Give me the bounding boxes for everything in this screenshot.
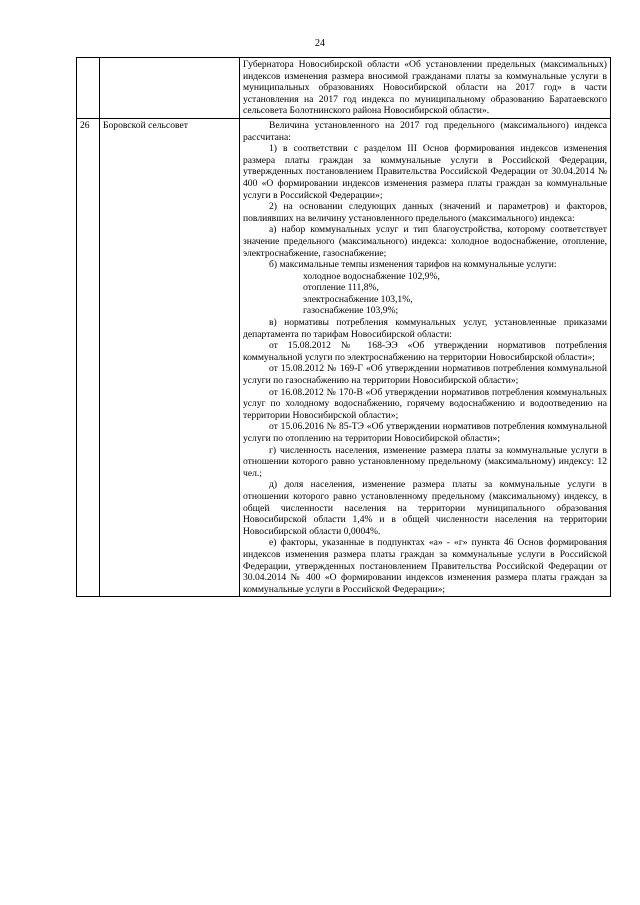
tariff-line: отопление 111,8%,	[303, 282, 379, 294]
document-table	[76, 57, 611, 597]
paragraph: 1) в соответствии с разделом III Основ формирования индексов изменения размера платы граждан за коммунальные услуги в Российской Федерации, утвержденных постановлением Правительства Российской Федерации от 30.04.2014 № 400 «О формировании индексов изменения размера платы граждан за коммунальные услуги в Российской Федерации»;	[243, 143, 607, 201]
paragraph: Губернатора Новосибирской области «Об установлении предельных (максимальных) индексов изменения размера вносимой гражданами платы за коммунальные услуги в муниципальных образованиях Новосибирской области на 2017 год» в части установления на 2017 год индекса по муниципальному образованию Баратаевского сельсовета Болотнинского района Новосибирской области».	[243, 59, 607, 117]
tariff-line: электроснабжение 103,1%,	[303, 293, 413, 305]
paragraph: а) набор коммунальных услуг и тип благоустройства, которому соответствует значение предельного (максимального) индекса: холодное водоснабжение, отопление, электроснабжение, газоснабжение;	[243, 224, 607, 259]
row-number-cell: 26	[77, 118, 100, 596]
paragraph: от 16.08.2012 № 170-В «Об утверждении нормативов потребления коммунальных услуг по холодному водоснабжению, горячему водоснабжению и водоотведению на территории Новосибирской области»;	[243, 386, 607, 421]
paragraph: от 15.06.2016 № 85-ТЭ «Об утверждении нормативов потребления коммунальной услуги по отоплению на территории Новосибирской области»;	[243, 421, 607, 444]
description-cell	[240, 58, 611, 119]
paragraph: д) доля населения, изменение размера платы за коммунальные услуги в отношении которого равно установленному предельному (максимальному) индексу, в общей численности населения на территории муниципального образования Новосибирской области 1,4% и в общей численности населения на территории Новосибирской области 0,0004%.	[243, 479, 607, 537]
tariff-line: газоснабжение 103,9%;	[303, 305, 399, 317]
municipality-cell: Боровской сельсовет	[100, 118, 240, 596]
municipality-cell	[100, 58, 240, 119]
page-number: 24	[315, 38, 325, 49]
paragraph: Величина установленного на 2017 год предельного (максимального) индекса рассчитана:	[243, 119, 607, 143]
tariff-line: холодное водоснабжение 102,9%,	[303, 270, 440, 282]
paragraph: г) численность населения, изменение размера платы за коммунальные услуги в отношении которого равно установленному предельному (максимальному) индексу: 12 чел.;	[243, 444, 607, 479]
table-row	[77, 58, 611, 119]
paragraph: б) максимальные темпы изменения тарифов на коммунальные услуги:	[269, 259, 557, 271]
paragraph: е) факторы, указанные в подпунктах «а» - «г» пункта 46 Основ формирования индексов изменения размера платы граждан за коммунальные услуги в Российской Федерации, утвержденных постановлением Правительства Российской Федерации от 30.04.2014 № 400 «О формировании индексов изменения размера платы граждан за коммунальные услуги в Российской Федерации»;	[243, 537, 607, 595]
row-number-cell	[77, 58, 100, 119]
paragraph: от 15.08.2012 № 168-ЭЭ «Об утверждении нормативов потребления коммунальной услуги по электроснабжению на территории Новосибирской области»;	[243, 340, 607, 363]
table-row	[77, 118, 611, 596]
paragraph: от 15.08.2012 № 169-Г «Об утверждении нормативов потребления коммунальной услуги по газоснабжению на территории Новосибирской области»;	[243, 363, 607, 387]
paragraph: 2) на основании следующих данных (значений и параметров) и факторов, повлиявших на величину установленного предельного (максимального) индекса:	[243, 201, 607, 224]
paragraph: в) нормативы потребления коммунальных услуг, установленные приказами департамента по тарифам Новосибирской области:	[243, 317, 607, 340]
description-cell	[240, 118, 611, 596]
